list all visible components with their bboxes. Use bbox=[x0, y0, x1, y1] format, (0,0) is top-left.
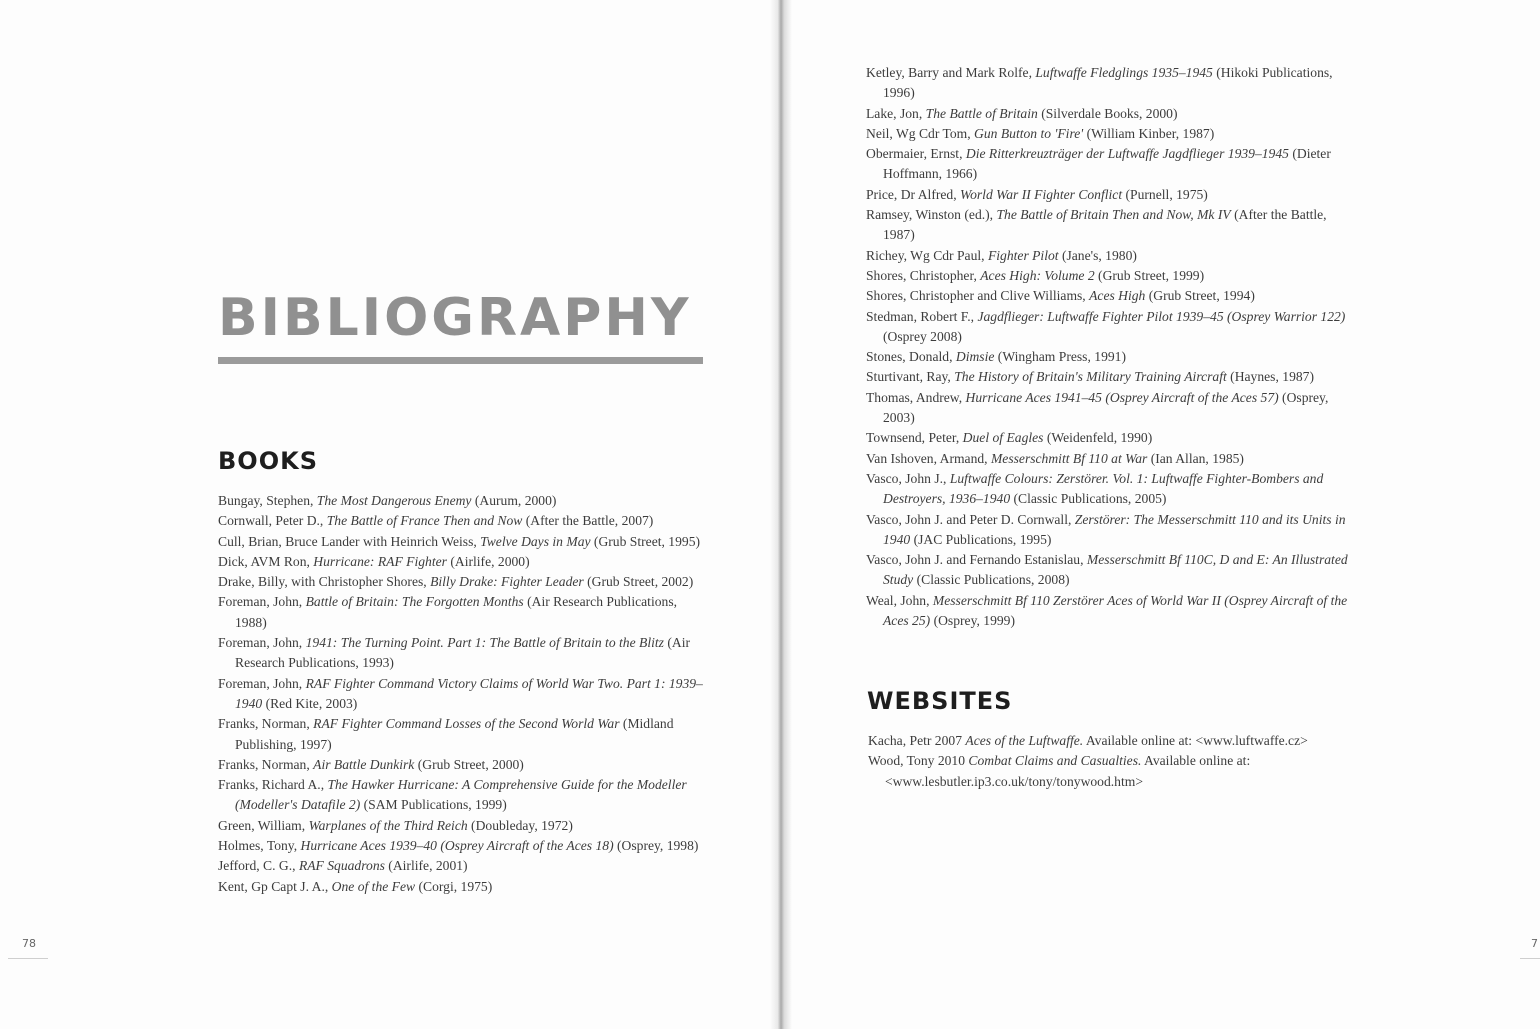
bibliography-entry bbox=[866, 266, 1356, 286]
bibliography-entry bbox=[218, 816, 708, 836]
entry-title: The Hawker Hurricane: A Comprehensive Guide for the Modeller (Modeller's Datafile 2) bbox=[235, 777, 687, 813]
entry-details: (Doubleday, 1972) bbox=[467, 817, 573, 833]
entry-details: (JAC Publications, 1995) bbox=[910, 531, 1052, 547]
entry-author: Price, Dr Alfred, bbox=[866, 186, 960, 202]
book-gutter bbox=[770, 0, 792, 1029]
entry-details: (Grub Street, 2002) bbox=[583, 574, 694, 590]
bibliography-entry bbox=[866, 469, 1356, 510]
entry-details: (Haynes, 1987) bbox=[1226, 369, 1314, 385]
entry-author: Drake, Billy, with Christopher Shores, bbox=[218, 574, 431, 590]
entry-details: (Grub Street, 1999) bbox=[1094, 267, 1205, 283]
entry-details: (Red Kite, 2003) bbox=[262, 695, 358, 711]
entry-title: The Battle of Britain bbox=[925, 105, 1038, 121]
entry-title: World War II Fighter Conflict bbox=[960, 186, 1123, 202]
bibliography-entry bbox=[866, 510, 1356, 551]
entry-author: Van Ishoven, Armand, bbox=[866, 450, 991, 466]
bibliography-entry bbox=[218, 491, 708, 511]
entry-author: Foreman, John, bbox=[218, 635, 306, 651]
entry-details: Available online at: <www.lesbutler.ip3.co.uk/tony/tonywood.htm> bbox=[885, 753, 1251, 789]
entry-title: Battle of Britain: The Forgotten Months bbox=[305, 594, 524, 610]
entry-details: (Osprey, 1999) bbox=[930, 613, 1016, 629]
bibliography-entry bbox=[866, 104, 1356, 124]
entry-author: Foreman, John, bbox=[218, 675, 306, 691]
entry-details: (Silverdale Books, 2000) bbox=[1037, 105, 1178, 121]
entry-details: (Air Research Publications, 1993) bbox=[235, 635, 690, 671]
entry-details: (Airlife, 2000) bbox=[446, 553, 530, 569]
entry-title: The Most Dangerous Enemy bbox=[316, 493, 472, 508]
entry-details: (Air Research Publications, 1988) bbox=[235, 594, 678, 630]
entry-title: Aces High bbox=[1089, 288, 1146, 304]
entry-details: (Osprey 2008) bbox=[883, 328, 962, 344]
bibliography-entry bbox=[218, 552, 708, 572]
entry-title: Luftwaffe Colours: Zerstörer. Vol. 1: Luftwaffe Fighter-Bombers and Destroyers, 1936–1940 bbox=[883, 470, 1324, 507]
entry-author: Lake, Jon, bbox=[866, 105, 926, 121]
entry-title: Die Ritterkreuzträger der Luftwaffe Jagdflieger 1939–1945 bbox=[965, 146, 1289, 162]
entry-details: (Purnell, 1975) bbox=[1122, 186, 1208, 202]
entry-title: Aces of the Luftwaffe. bbox=[965, 733, 1084, 748]
entry-title: RAF Fighter Command Victory Claims of World War Two. Part 1: 1939–1940 bbox=[235, 675, 703, 711]
entry-details: (Osprey, 2003) bbox=[883, 389, 1329, 426]
entry-title: Hurricane: RAF Fighter bbox=[313, 553, 447, 569]
entry-details: (Wingham Press, 1991) bbox=[994, 349, 1126, 365]
entry-title: Billy Drake: Fighter Leader bbox=[430, 574, 584, 590]
entry-author: Cull, Brian, Bruce Lander with Heinrich Weiss, bbox=[218, 533, 481, 549]
entry-author: Vasco, John J. and Peter D. Cornwall, bbox=[866, 511, 1075, 527]
bibliography-entry bbox=[218, 775, 708, 816]
books-heading: BOOKS bbox=[218, 447, 318, 475]
entry-author: Richey, Wg Cdr Paul, bbox=[866, 247, 988, 263]
bibliography-entry bbox=[866, 185, 1356, 205]
bibliography-entry bbox=[866, 307, 1356, 348]
entry-title: Dimsie bbox=[955, 349, 995, 365]
entry-title: Twelve Days in May bbox=[480, 533, 591, 549]
folio-rule-right bbox=[1520, 958, 1540, 959]
bibliography-entry bbox=[218, 877, 708, 897]
entry-title: Duel of Eagles bbox=[962, 430, 1044, 446]
entry-title: Gun Button to 'Fire' bbox=[974, 125, 1084, 141]
bibliography-entry bbox=[218, 836, 708, 856]
bibliography-entry bbox=[218, 633, 708, 674]
entry-title: The Battle of France Then and Now bbox=[326, 513, 523, 529]
bibliography-entry bbox=[866, 124, 1356, 144]
entry-author: Green, William, bbox=[218, 817, 309, 833]
bibliography-entry bbox=[866, 144, 1356, 185]
entry-details: (Osprey, 1998) bbox=[613, 838, 699, 854]
entry-details: (Grub Street, 1994) bbox=[1145, 288, 1255, 304]
bibliography-entry bbox=[218, 755, 708, 775]
entry-title: The History of Britain's Military Training Aircraft bbox=[954, 369, 1227, 385]
entry-title: Messerschmitt Bf 110C, D and E: An Illustrated Study bbox=[883, 552, 1348, 588]
entry-title: Hurricane Aces 1941–45 (Osprey Aircraft of the Aces 57) bbox=[965, 389, 1279, 405]
entry-author: Sturtivant, Ray, bbox=[866, 369, 955, 385]
bibliography-entry bbox=[866, 388, 1356, 429]
entry-details: (After the Battle, 2007) bbox=[522, 513, 654, 529]
entry-author: Cornwall, Peter D., bbox=[218, 513, 327, 529]
entry-details: (After the Battle, 1987) bbox=[883, 207, 1327, 243]
entry-title: Combat Claims and Casualties. bbox=[968, 753, 1142, 769]
bibliography-entry bbox=[866, 286, 1356, 306]
entry-author: Shores, Christopher, bbox=[866, 267, 981, 283]
entry-author: Vasco, John J., bbox=[866, 470, 950, 486]
bibliography-entry bbox=[866, 205, 1356, 246]
entry-details: (Classic Publications, 2005) bbox=[1010, 491, 1167, 507]
bibliography-entry bbox=[866, 367, 1356, 387]
websites-heading: WEBSITES bbox=[867, 687, 1013, 715]
entry-details: (Jane's, 1980) bbox=[1058, 247, 1137, 263]
bibliography-entry bbox=[866, 63, 1356, 104]
entry-author: Stones, Donald, bbox=[866, 349, 956, 365]
books-continued-list bbox=[866, 63, 1356, 631]
entry-title: Fighter Pilot bbox=[987, 247, 1059, 263]
entry-author: Bungay, Stephen, bbox=[218, 493, 317, 508]
entry-title: Jagdflieger: Luftwaffe Fighter Pilot 1939–45 (Osprey Warrior 122) bbox=[977, 308, 1346, 324]
entry-author: Shores, Christopher and Clive Williams, bbox=[866, 288, 1090, 304]
bibliography-entry bbox=[218, 572, 708, 592]
entry-author: Obermaier, Ernst, bbox=[866, 146, 966, 162]
entry-details: (Corgi, 1975) bbox=[415, 878, 493, 894]
bibliography-entry bbox=[866, 449, 1356, 469]
entry-title: Hurricane Aces 1939–40 (Osprey Aircraft of the Aces 18) bbox=[300, 838, 614, 854]
entry-title: RAF Fighter Command Losses of the Second World War bbox=[313, 716, 620, 732]
title-rule bbox=[218, 357, 703, 364]
bibliography-entry bbox=[866, 591, 1356, 632]
entry-author: Jefford, C. G., bbox=[218, 858, 299, 874]
entry-author: Franks, Norman, bbox=[218, 756, 314, 772]
website-entry bbox=[868, 731, 1358, 751]
entry-details: Available online at: <www.luftwaffe.cz> bbox=[1083, 733, 1308, 748]
bibliography-entry bbox=[866, 347, 1356, 367]
entry-author: Neil, Wg Cdr Tom, bbox=[866, 125, 975, 141]
bibliography-entry bbox=[866, 246, 1356, 266]
entry-author: Weal, John, bbox=[866, 592, 933, 608]
folio-rule-left bbox=[8, 958, 48, 959]
bibliography-entry bbox=[218, 714, 708, 755]
entry-title: Messerschmitt Bf 110 at War bbox=[990, 450, 1148, 466]
bibliography-entry bbox=[866, 550, 1356, 591]
entry-details: (Aurum, 2000) bbox=[471, 493, 557, 508]
entry-title: One of the Few bbox=[331, 878, 416, 894]
entry-title: Messerschmitt Bf 110 Zerstörer Aces of World War II (Osprey Aircraft of the Aces 25) bbox=[883, 592, 1348, 629]
entry-title: Warplanes of the Third Reich bbox=[308, 817, 468, 833]
entry-author: Kacha, Petr 2007 bbox=[868, 733, 966, 748]
entry-author: Vasco, John J. and Fernando Estanislau, bbox=[866, 552, 1087, 568]
bibliography-entry bbox=[218, 856, 708, 876]
entry-author: Thomas, Andrew, bbox=[866, 389, 966, 405]
websites-list bbox=[868, 731, 1358, 792]
entry-author: Ketley, Barry and Mark Rolfe, bbox=[866, 65, 1036, 80]
entry-title: Zerstörer: The Messerschmitt 110 and its Units in 1940 bbox=[883, 511, 1346, 547]
entry-details: (Midland Publishing, 1997) bbox=[235, 716, 674, 752]
entry-details: (Dieter Hoffmann, 1966) bbox=[883, 146, 1331, 182]
entry-author: Ramsey, Winston (ed.), bbox=[866, 207, 997, 223]
entry-details: (Grub Street, 2000) bbox=[414, 756, 524, 772]
entry-details: (Classic Publications, 2008) bbox=[913, 572, 1070, 588]
entry-author: Kent, Gp Capt J. A., bbox=[218, 878, 332, 894]
entry-details: (Hikoki Publications, 1996) bbox=[883, 65, 1333, 101]
entry-author: Franks, Richard A., bbox=[218, 777, 328, 793]
entry-details: (Airlife, 2001) bbox=[384, 858, 468, 874]
entry-details: (Grub Street, 1995) bbox=[590, 533, 701, 549]
page-title: BIBLIOGRAPHY bbox=[218, 288, 692, 348]
website-entry bbox=[868, 751, 1358, 792]
page-number-left: 78 bbox=[22, 937, 36, 950]
entry-details: (Weidenfeld, 1990) bbox=[1043, 430, 1153, 446]
entry-author: Franks, Norman, bbox=[218, 716, 314, 732]
bibliography-entry bbox=[218, 674, 708, 715]
bibliography-entry bbox=[218, 532, 708, 552]
entry-title: Aces High: Volume 2 bbox=[980, 267, 1095, 283]
bibliography-entry bbox=[866, 428, 1356, 448]
entry-title: RAF Squadrons bbox=[298, 858, 385, 874]
entry-author: Stedman, Robert F., bbox=[866, 308, 978, 324]
entry-author: Foreman, John, bbox=[218, 594, 306, 610]
page-number-right: 7 bbox=[1531, 937, 1538, 950]
books-list bbox=[218, 491, 708, 897]
entry-title: 1941: The Turning Point. Part 1: The Battle of Britain to the Blitz bbox=[305, 635, 664, 651]
entry-title: Luftwaffe Fledglings 1935–1945 bbox=[1035, 65, 1213, 80]
bibliography-entry bbox=[218, 511, 708, 531]
bibliography-entry bbox=[218, 592, 708, 633]
entry-author: Wood, Tony 2010 bbox=[868, 753, 969, 769]
entry-title: Air Battle Dunkirk bbox=[313, 756, 415, 772]
entry-author: Townsend, Peter, bbox=[866, 430, 963, 446]
entry-details: (William Kinber, 1987) bbox=[1083, 125, 1215, 141]
entry-author: Holmes, Tony, bbox=[218, 838, 301, 854]
entry-title: The Battle of Britain Then and Now, Mk IV bbox=[996, 207, 1231, 223]
entry-details: (SAM Publications, 1999) bbox=[360, 797, 507, 813]
entry-details: (Ian Allan, 1985) bbox=[1147, 450, 1244, 466]
entry-author: Dick, AVM Ron, bbox=[218, 553, 314, 569]
